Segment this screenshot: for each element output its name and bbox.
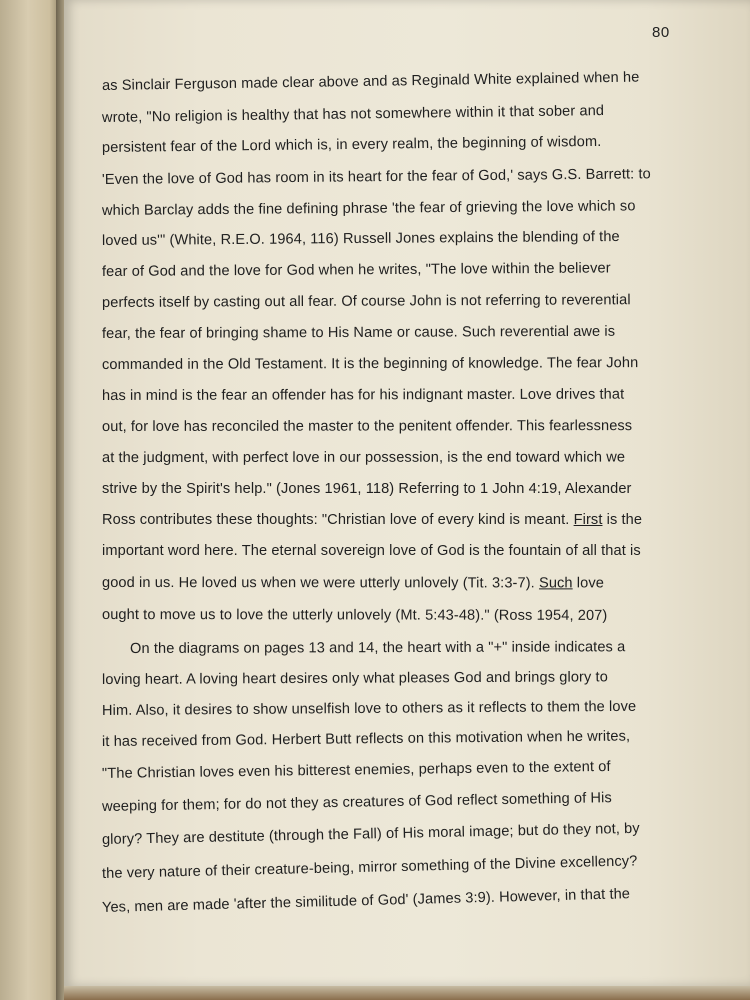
text-line: perfects itself by casting out all fear. Of course John is not referring to reverential <box>101 292 631 311</box>
text-line: important word here. The eternal sovereign love of God is the fountain of all that is <box>102 543 641 559</box>
text-line: at the judgment, with perfect love in our possession, is the end toward which we <box>101 449 626 466</box>
left-page-edge <box>0 0 62 1000</box>
text-line-with-underline <box>102 575 604 591</box>
text-line: out, for love has reconciled the master to the penitent offender. This fearlessness <box>101 418 633 435</box>
text-line: the very nature of their creature-being, mirror something of the Divine excellency? <box>101 853 638 882</box>
text-line: "The Christian loves even his bitterest enemies, perhaps even to the extent of <box>101 758 611 782</box>
text-line: commanded in the Old Testament. It is the beginning of knowledge. The fear John <box>101 355 639 373</box>
page-bottom-edge <box>64 986 750 1000</box>
text-line: 'Even the love of God has room in its heart for the fear of God,' says G.S. Barrett: to <box>101 166 651 188</box>
text-line: weeping for them; for do not they as creatures of God reflect something of His <box>101 790 612 815</box>
text-line-with-underline <box>102 512 642 528</box>
text-line: ought to move us to love the utterly unlovely (Mt. 5:43-48)." (Ross 1954, 207) <box>101 607 608 624</box>
text-line: fear, the fear of bringing shame to His Name or cause. Such reverential awe is <box>101 323 616 342</box>
text-line: glory? They are destitute (through the Fall) of His moral image; but do they not, by <box>101 820 640 848</box>
text-line: Yes, men are made 'after the similitude of God' (James 3:9). However, in that the <box>101 886 631 916</box>
text-line: persistent fear of the Lord which is, in every realm, the beginning of wisdom. <box>101 133 602 156</box>
text-segment: is the <box>602 512 643 528</box>
paragraph-start-line: On the diagrams on pages 13 and 14, the heart with a "+" inside indicates a <box>129 639 626 657</box>
text-line: Him. Also, it desires to show unselfish love to others as it reflects to them the love <box>101 698 637 719</box>
text-line: as Sinclair Ferguson made clear above and as Reginald White explained when he <box>101 69 640 94</box>
text-line: loved us'" (White, R.E.O. 1964, 116) Russell Jones explains the blending of the <box>101 228 620 249</box>
text-line: it has received from God. Herbert Butt reflects on this motivation when he writes, <box>101 728 631 750</box>
page-number: 80 <box>652 24 670 41</box>
underlined-word-such: Such <box>538 575 573 592</box>
text-segment: Ross contributes these thoughts: "Christian love of every kind is meant. <box>102 512 574 528</box>
book-page <box>64 0 750 986</box>
text-line: which Barclay adds the fine defining phrase 'the fear of grieving the love which so <box>101 198 636 219</box>
text-line: loving heart. A loving heart desires only what pleases God and brings glory to <box>101 669 608 688</box>
text-segment: love <box>572 575 604 592</box>
underlined-word-first: First <box>573 512 603 528</box>
text-line: wrote, "No religion is healthy that has not somewhere within it that sober and <box>101 102 605 126</box>
text-line: strive by the Spirit's help." (Jones 1961, 118) Referring to 1 John 4:19, Alexander <box>102 481 632 497</box>
text-segment: good in us. He loved us when we were utterly unlovely (Tit. 3:3-7). <box>101 575 539 592</box>
text-line: fear of God and the love for God when he writes, "The love within the believer <box>101 260 611 280</box>
text-line: has in mind is the fear an offender has for his indignant master. Love drives that <box>101 386 625 404</box>
